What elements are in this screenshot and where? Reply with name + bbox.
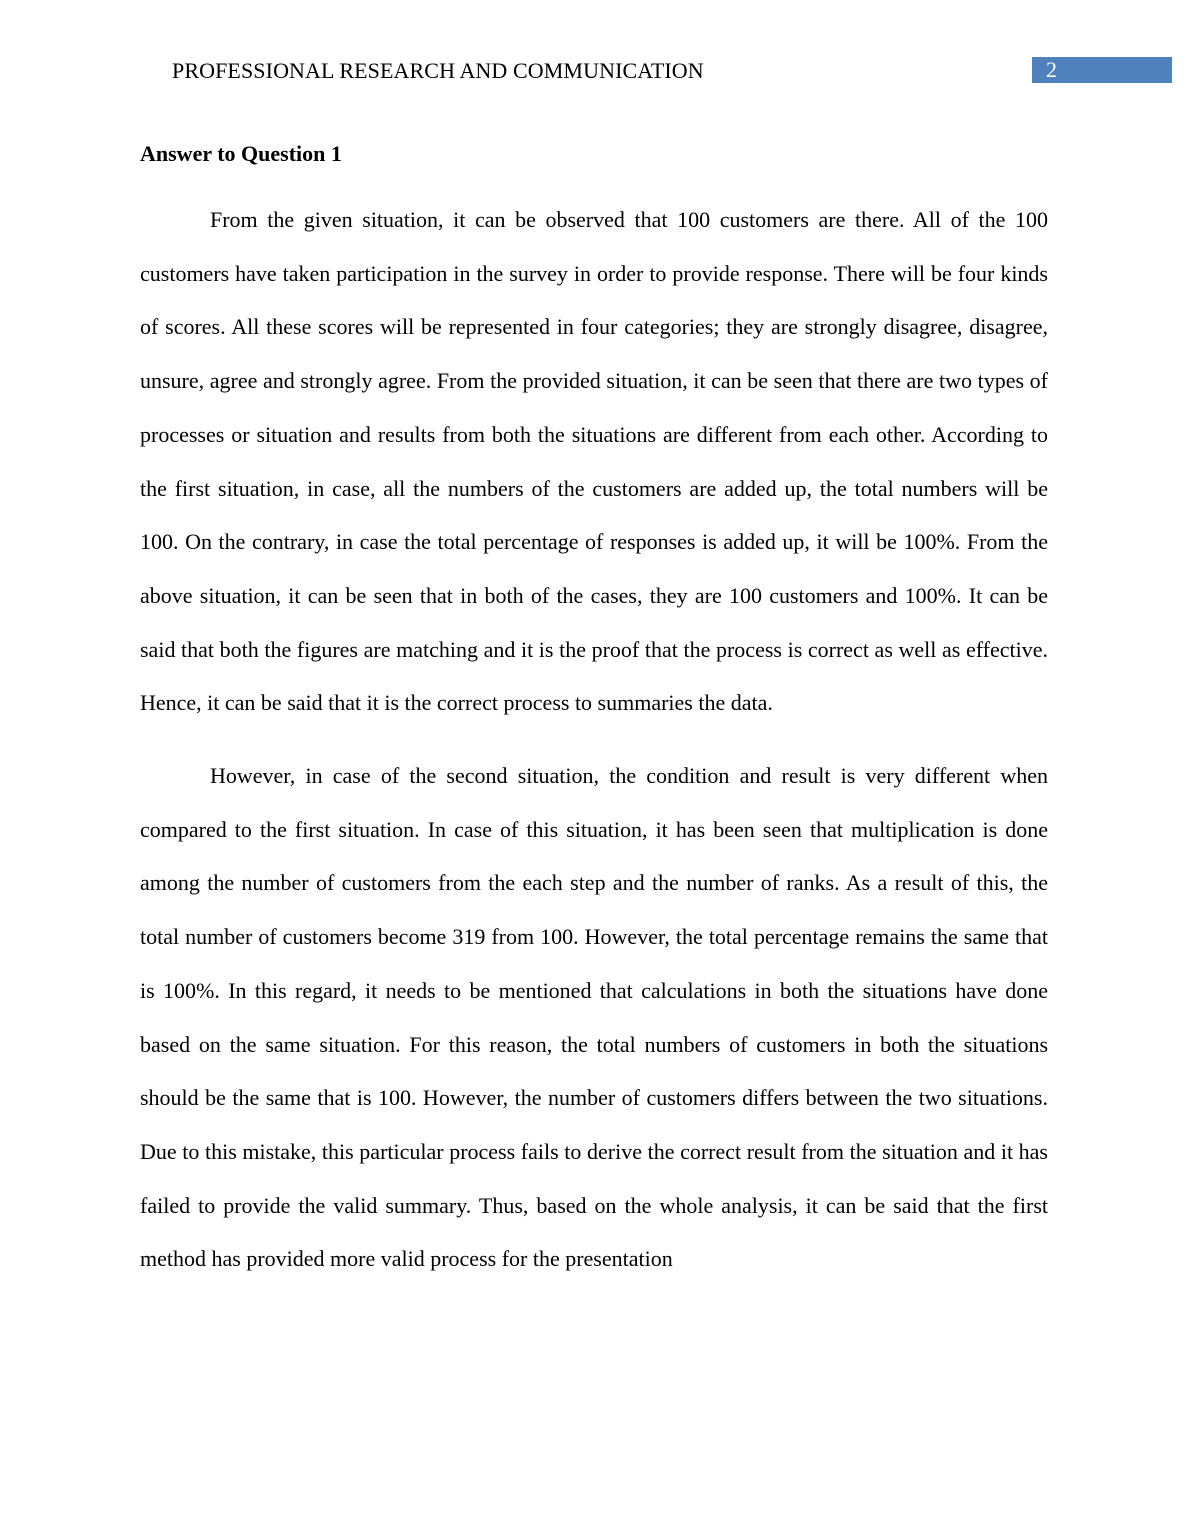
paragraph-2: However, in case of the second situation, the condition and result is very different when compared to the first situation. In case of this situation, it has been seen that multiplication is done among the number of customers from the each step and the number of ranks. As a result of this, the total number of customers become 319 from 100. However, the total percentage remains the same that is 100%. In this regard, it needs to be mentioned that calculations in both the situations have done based on the same situation. For this reason, the total numbers of customers in both the situations should be the same that is 100. However, the number of customers differs between the two situations. Due to this mistake, this particular process fails to derive the correct result from the situation and it has failed to provide the valid summary. Thus, based on the whole analysis, it can be said that the first method has provided more valid process for the presentation <box>140 763 1048 1272</box>
section-heading: Answer to Question 1 <box>140 141 342 166</box>
page-number-box <box>1032 57 1172 83</box>
paragraph-1: From the given situation, it can be observed that 100 customers are there. All of the 100 customers have taken participation in the survey in order to provide response. There will be four kinds of scores. All these scores will be represented in four categories; they are strongly disagree, disagree, unsure, agree and strongly agree. From the provided situation, it can be seen that there are two types of processes or situation and results from both the situations are different from each other. According to the first situation, in case, all the numbers of the customers are added up, the total numbers will be 100. On the contrary, in case the total percentage of responses is added up, it will be 100%. From the above situation, it can be seen that in both of the cases, they are 100 customers and 100%. It can be said that both the figures are matching and it is the proof that the process is correct as well as effective. Hence, it can be said that it is the correct process to summaries the data. <box>140 207 1048 716</box>
page-number: 2 <box>1046 57 1057 82</box>
document-body <box>140 139 1048 1286</box>
running-head-title: PROFESSIONAL RESEARCH AND COMMUNICATION <box>172 58 704 83</box>
